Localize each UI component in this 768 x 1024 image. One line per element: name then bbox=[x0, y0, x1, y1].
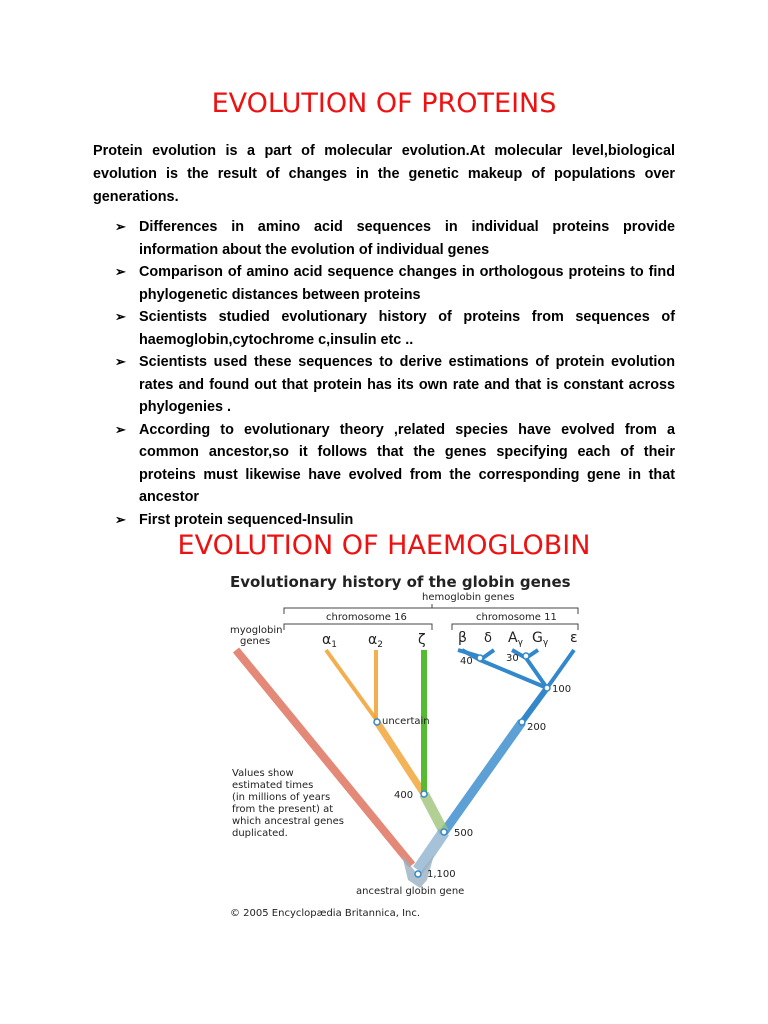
section-title: EVOLUTION OF HAEMOGLOBIN bbox=[177, 530, 591, 561]
myoglobin-label-1: myoglobin bbox=[230, 625, 283, 636]
gene-epsilon: ε bbox=[570, 630, 578, 646]
list-item-text: Scientists studied evolutionary history of proteins from sequences of haemoglobin,cytochrome c,insulin etc .. bbox=[139, 309, 675, 348]
note-line: Values show bbox=[232, 768, 294, 779]
copyright: © 2005 Encyclopædia Britannica, Inc. bbox=[230, 908, 421, 919]
value-200: 200 bbox=[527, 722, 547, 733]
uncertain-label: uncertain bbox=[382, 716, 430, 727]
alpha-zeta-stem bbox=[424, 794, 444, 832]
node-500 bbox=[441, 829, 447, 835]
value-500: 500 bbox=[454, 828, 474, 839]
intro-paragraph: Protein evolution is a part of molecular evolution.At molecular level,biological evolution is the result of changes in the genetic makeup of populations over generations. bbox=[93, 143, 675, 205]
note-line: which ancestral genes bbox=[232, 816, 344, 827]
node-400 bbox=[421, 791, 427, 797]
node-30 bbox=[523, 653, 529, 659]
gene-delta: δ bbox=[484, 631, 492, 646]
hemoglobin-label: hemoglobin genes bbox=[422, 592, 515, 603]
myoglobin-label-2: genes bbox=[240, 636, 271, 647]
note-line: estimated times bbox=[232, 780, 314, 791]
list-item-text: First protein sequenced-Insulin bbox=[139, 511, 354, 528]
list-item bbox=[115, 261, 675, 306]
bullet-list bbox=[115, 216, 675, 531]
node-40 bbox=[477, 655, 483, 661]
node-200 bbox=[519, 719, 525, 725]
epsilon-branch bbox=[547, 650, 574, 688]
arrow-bullet-icon: ➢ bbox=[115, 309, 126, 324]
list-item bbox=[115, 351, 675, 419]
beta-stem bbox=[444, 722, 522, 832]
globin-tree-figure bbox=[222, 570, 594, 922]
arrow-bullet-icon: ➢ bbox=[115, 421, 126, 437]
arrow-bullet-icon: ➢ bbox=[115, 264, 126, 279]
list-item bbox=[115, 216, 675, 261]
arrow-bullet-icon: ➢ bbox=[115, 511, 126, 527]
node-uncertain bbox=[374, 719, 380, 725]
figure-title: Evolutionary history of the globin genes bbox=[230, 573, 571, 591]
node-1100 bbox=[415, 871, 421, 877]
list-item bbox=[115, 419, 675, 509]
chromosome-11-label: chromosome 11 bbox=[476, 612, 557, 623]
chromosome-16-label: chromosome 16 bbox=[326, 612, 407, 623]
page-title: EVOLUTION OF PROTEINS bbox=[211, 88, 557, 119]
list-item-text: Differences in amino acid sequences in individual proteins provide information about the evolution of individual genes bbox=[139, 219, 675, 258]
beta-stem-upper bbox=[522, 688, 547, 722]
list-item bbox=[115, 306, 675, 351]
ancestral-label: ancestral globin gene bbox=[356, 886, 465, 897]
value-1100: 1,100 bbox=[427, 869, 456, 880]
value-400: 400 bbox=[394, 790, 414, 801]
list-item-text: Scientists used these sequences to derive estimations of protein evolution rates and found out that protein has its own rate and that is constant across phylogenies . bbox=[139, 354, 675, 415]
arrow-bullet-icon: ➢ bbox=[115, 219, 126, 234]
value-100: 100 bbox=[552, 684, 572, 695]
node-100 bbox=[544, 685, 550, 691]
gene-alpha1: $\alpha_1$ bbox=[322, 632, 337, 650]
gene-zeta: ζ bbox=[418, 632, 426, 648]
arrow-bullet-icon: ➢ bbox=[115, 354, 126, 369]
list-item-text: Comparison of amino acid sequence changes in orthologous proteins to find phylogenetic distances between proteins bbox=[139, 264, 675, 303]
list-item-text: According to evolutionary theory ,related species have evolved from a common ancestor,so it follows that the genes specifying each of their proteins must likewise have evolved from the corresponding gene in that ancestor bbox=[139, 421, 675, 505]
chromosome-16-brace bbox=[284, 624, 432, 630]
value-30: 30 bbox=[506, 653, 519, 664]
alpha1-branch bbox=[326, 650, 378, 722]
gene-G-gamma: $G_\gamma$ bbox=[532, 630, 549, 648]
note-line: (in millions of years bbox=[232, 792, 331, 803]
value-40: 40 bbox=[460, 656, 473, 667]
note-line: duplicated. bbox=[232, 828, 288, 839]
list-item bbox=[115, 509, 675, 532]
note-line: from the present) at bbox=[232, 804, 334, 815]
alpha-stem bbox=[377, 722, 424, 794]
gene-alpha2: $\alpha_2$ bbox=[368, 632, 383, 650]
gene-beta: β bbox=[458, 630, 467, 646]
gene-A-gamma: $A_\gamma$ bbox=[508, 630, 523, 648]
